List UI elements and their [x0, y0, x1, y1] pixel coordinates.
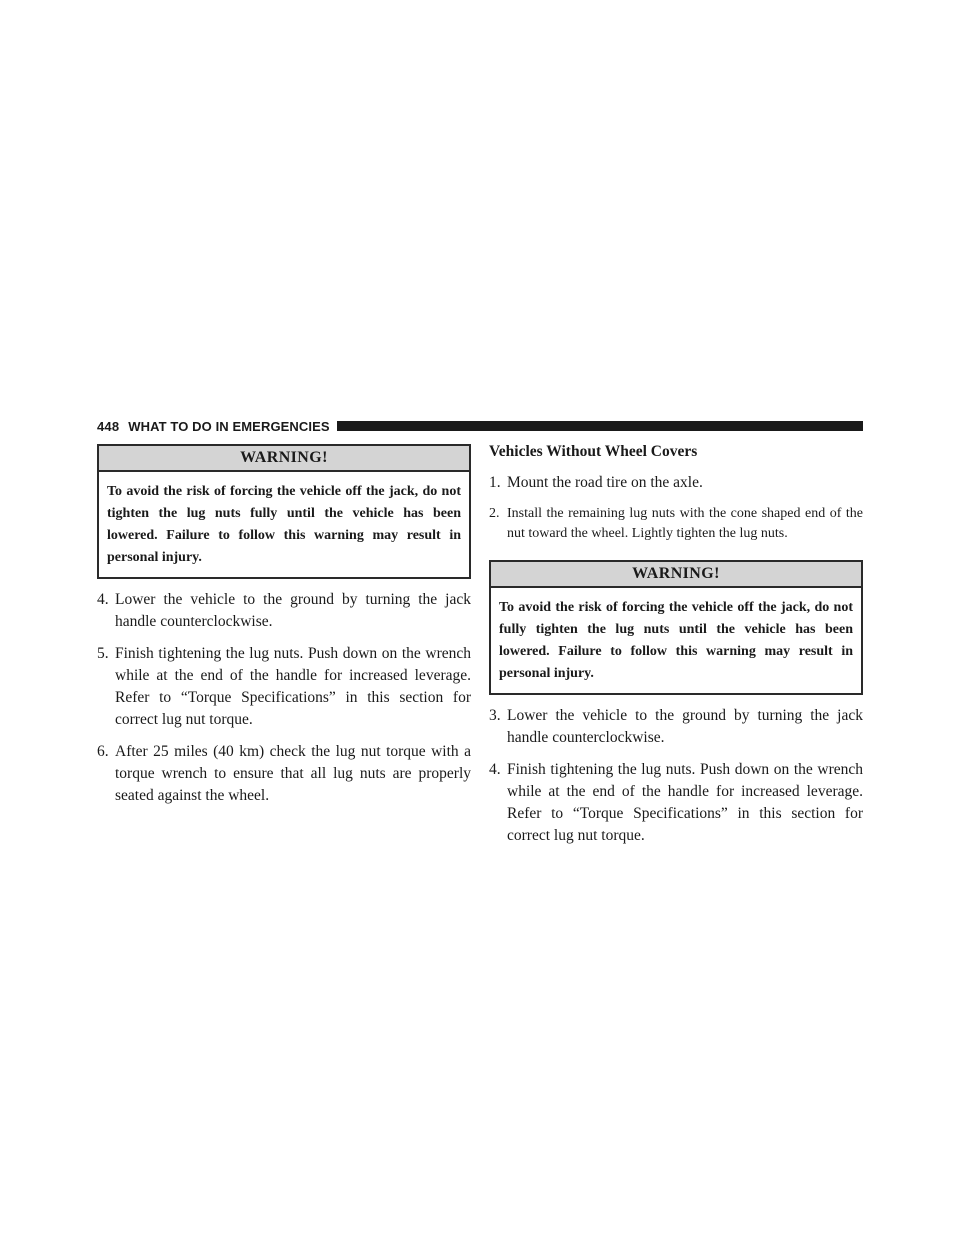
left-column — [97, 444, 471, 817]
warning-box — [489, 560, 863, 695]
page-header — [97, 418, 863, 434]
step-number: 3. — [489, 707, 501, 724]
step-text: Mount the road tire on the axle. — [507, 474, 703, 491]
list-item — [489, 504, 863, 544]
list-item — [97, 643, 471, 731]
list-item — [489, 759, 863, 847]
warning-title: WARNING! — [99, 446, 469, 472]
step-number: 2. — [489, 506, 500, 521]
warning-text: To avoid the risk of forcing the vehicle off the jack, do not fully tighten the lug nuts until the vehicle has been lowered. Failure to follow this warning may result in personal injury. — [499, 600, 853, 681]
page-number: 448 — [97, 418, 120, 434]
step-number: 6. — [97, 743, 109, 760]
warning-title: WARNING! — [491, 562, 861, 588]
section-title: WHAT TO DO IN EMERGENCIES — [128, 418, 330, 434]
step-number: 1. — [489, 474, 501, 491]
step-list — [489, 705, 863, 847]
step-list — [97, 589, 471, 807]
list-item — [489, 472, 863, 494]
step-number: 4. — [489, 761, 501, 778]
step-list — [489, 472, 863, 544]
list-item — [97, 589, 471, 633]
step-text: Finish tightening the lug nuts. Push down on the wrench while at the end of the handle for increased leverage. Refer to “Torque Specifications” in this section for correct lug nut torque. — [115, 645, 471, 728]
step-text: Finish tightening the lug nuts. Push down on the wrench while at the end of the handle for increased leverage. Refer to “Torque Specifications” in this section for correct lug nut torque. — [507, 761, 863, 844]
step-number: 5. — [97, 645, 109, 662]
step-number: 4. — [97, 591, 109, 608]
warning-box — [97, 444, 471, 579]
step-text: After 25 miles (40 km) check the lug nut torque with a torque wrench to ensure that all lug nuts are properly seated against the wheel. — [115, 743, 471, 804]
step-text: Lower the vehicle to the ground by turning the jack handle counterclockwise. — [507, 707, 863, 746]
step-text: Install the remaining lug nuts with the cone shaped end of the nut toward the wheel. Lightly tighten the lug nuts. — [507, 506, 863, 541]
list-item — [489, 705, 863, 749]
list-item — [97, 741, 471, 807]
step-text: Lower the vehicle to the ground by turning the jack handle counterclockwise. — [115, 591, 471, 630]
header-rule — [337, 421, 863, 431]
warning-text: To avoid the risk of forcing the vehicle off the jack, do not tighten the lug nuts fully until the vehicle has been lowered. Failure to follow this warning may result in personal injury. — [107, 484, 461, 565]
subheading: Vehicles Without Wheel Covers — [489, 443, 698, 460]
right-column — [489, 442, 863, 857]
